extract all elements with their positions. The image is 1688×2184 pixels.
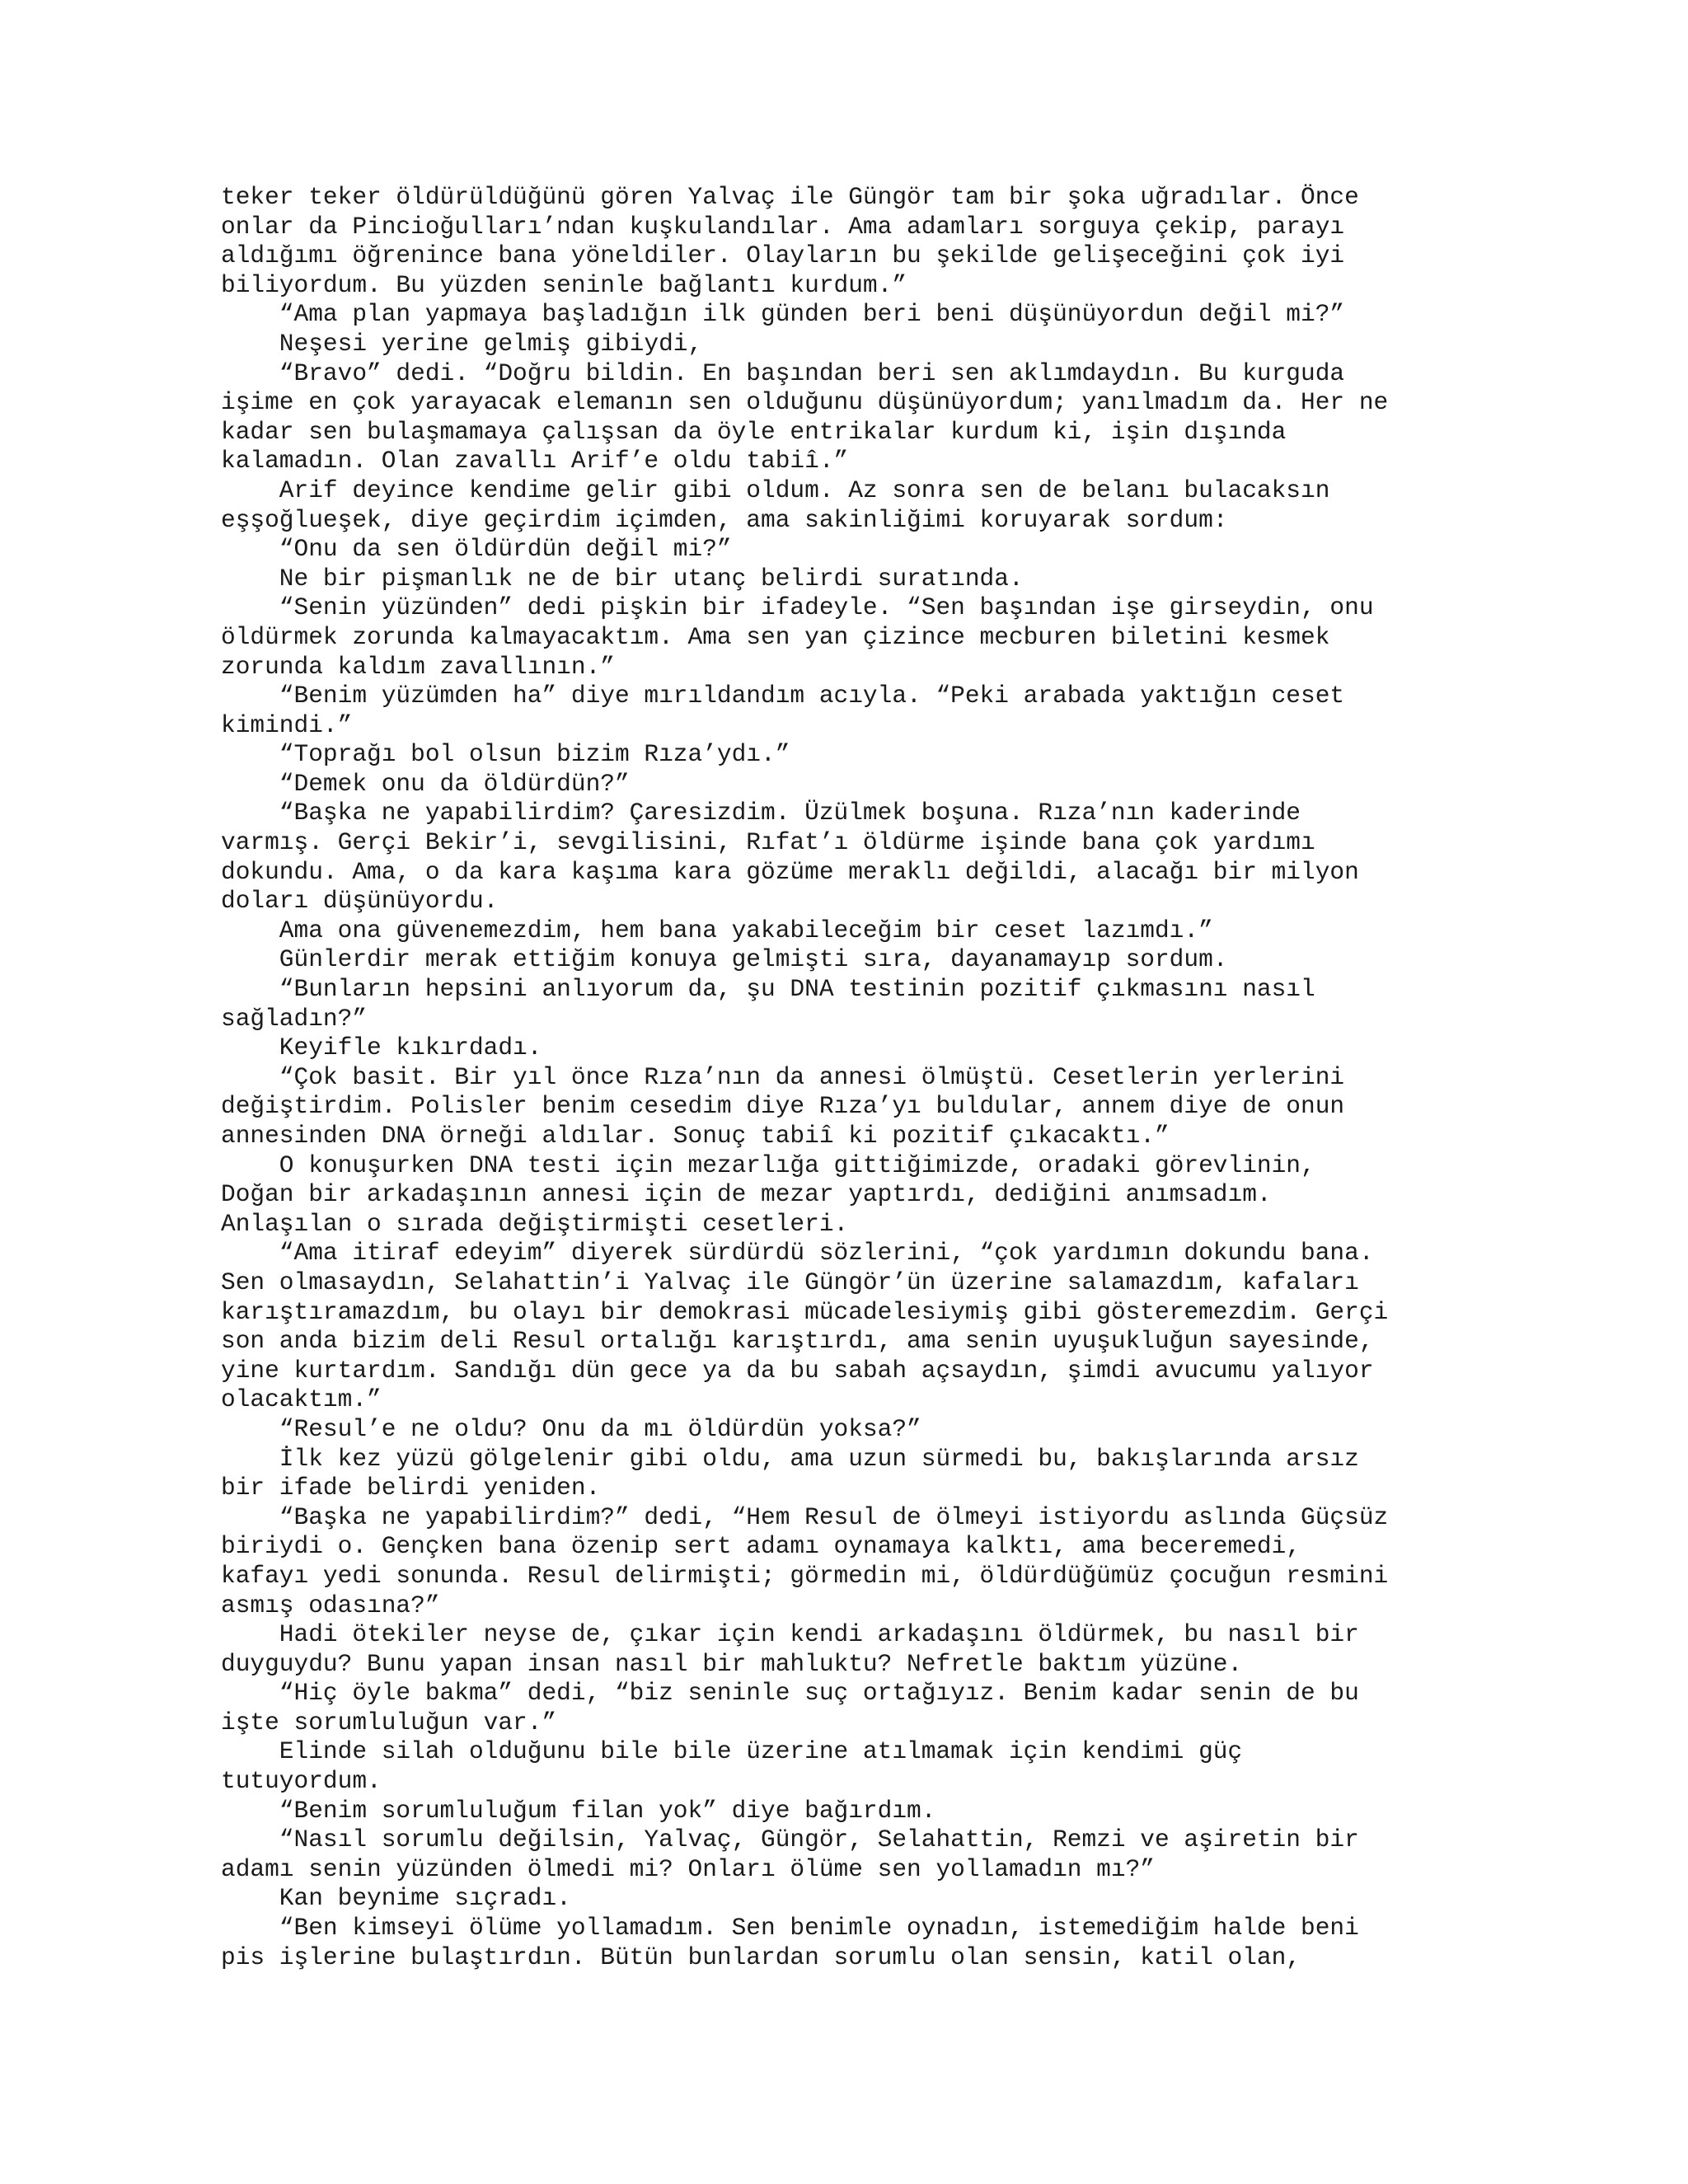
- text-line: “Başka ne yapabilirdim? Çaresizdim. Üzülmek boşuna. Rıza’nın kaderinde: [221, 799, 1301, 827]
- text-line: Ama ona güvenemezdim, hem bana yakabileceğim bir ceset lazımdı.”: [221, 916, 1213, 944]
- text-line: kimindi.”: [221, 710, 353, 739]
- text-line: karıştıramazdım, bu olayı bir demokrasi mücadelesiymiş gibi gösteremezdim. Gerçi: [221, 1297, 1389, 1326]
- text-line: asmış odasına?”: [221, 1591, 440, 1619]
- text-line: Sen olmasaydın, Selahattin’i Yalvaç ile Güngör’ün üzerine salamazdım, kafaları: [221, 1268, 1359, 1296]
- text-line: olacaktım.”: [221, 1385, 382, 1414]
- text-line: bir ifade belirdi yeniden.: [221, 1474, 601, 1502]
- text-line: tutuyordum.: [221, 1767, 382, 1796]
- text-line: O konuşurken DNA testi için mezarlığa gittiğimizde, oradaki görevlinin,: [221, 1151, 1315, 1179]
- text-line: Arif deyince kendime gelir gibi oldum. Az sonra sen de belanı bulacaksın: [221, 476, 1330, 504]
- text-line: kadar sen bulaşmamaya çalışsan da öyle entrikalar kurdum ki, işin dışında: [221, 417, 1287, 446]
- text-line: kalamadın. Olan zavallı Arif’e oldu tabiî.”: [221, 447, 849, 476]
- text-line: “Onu da sen öldürdün değil mi?”: [221, 535, 732, 564]
- text-line: annesinden DNA örneği aldılar. Sonuç tabiî ki pozitif çıkacaktı.”: [221, 1122, 1170, 1150]
- text-line: doları düşünüyordu.: [221, 887, 499, 916]
- text-line: sağladın?”: [221, 1004, 368, 1033]
- text-line: “Benim sorumluluğum filan yok” diye bağırdım.: [221, 1796, 936, 1825]
- text-line: adamı senin yüzünden ölmedi mi? Onları ölüme sen yollamadın mı?”: [221, 1854, 1155, 1883]
- text-line: biliyordum. Bu yüzden seninle bağlantı kurdum.”: [221, 270, 907, 299]
- text-line: Anlaşılan o sırada değiştirmişti cesetleri.: [221, 1209, 849, 1238]
- text-line: “Bunların hepsini anlıyorum da, şu DNA testinin pozitif çıkmasını nasıl: [221, 975, 1315, 1004]
- text-line: Ne bir pişmanlık ne de bir utanç belirdi suratında.: [221, 564, 1024, 593]
- text-line: son anda bizim deli Resul ortalığı karıştırdı, ama senin uyuşukluğun sayesinde,: [221, 1327, 1374, 1356]
- text-line: aldığımı öğrenince bana yöneldiler. Olayların bu şekilde gelişeceğini çok iyi: [221, 241, 1345, 270]
- text-line: değiştirdim. Polisler benim cesedim diye Rıza’yı buldular, annem diye de onun: [221, 1092, 1345, 1121]
- text-line: zorunda kaldım zavallının.”: [221, 652, 615, 681]
- text-line: Elinde silah olduğunu bile bile üzerine atılmamak için kendimi güç: [221, 1737, 1243, 1766]
- text-line: “Benim yüzümden ha” diye mırıldandım acıyla. “Peki arabada yaktığın ceset: [221, 682, 1345, 710]
- text-line: “Ben kimseyi ölüme yollamadım. Sen benimle oynadın, istemediğim halde beni: [221, 1914, 1359, 1943]
- text-line: Kan beynime sıçradı.: [221, 1884, 571, 1913]
- text-line: “Senin yüzünden” dedi pişkin bir ifadeyle. “Sen başından işe girseydin, onu: [221, 593, 1374, 622]
- text-line: işime en çok yarayacak elemanın sen olduğunu düşünüyordum; yanılmadım da. Her ne: [221, 388, 1389, 417]
- text-line: teker teker öldürüldüğünü gören Yalvaç ile Güngör tam bir şoka uğradılar. Önce: [221, 183, 1359, 211]
- text-line: “Çok basit. Bir yıl önce Rıza’nın da annesi ölmüştü. Cesetlerin yerlerini: [221, 1062, 1345, 1091]
- text-line: “Toprağı bol olsun bizim Rıza’ydı.”: [221, 740, 790, 769]
- text-line: duyguydu? Bunu yapan insan nasıl bir mahluktu? Nefretle baktım yüzüne.: [221, 1649, 1243, 1678]
- text-line: pis işlerine bulaştırdın. Bütün bunlardan sorumlu olan sensin, katil olan,: [221, 1943, 1301, 1971]
- document-page: [221, 183, 1540, 1972]
- text-line: “Demek onu da öldürdün?”: [221, 769, 630, 798]
- text-line: “Hiç öyle bakma” dedi, “biz seninle suç ortağıyız. Benim kadar senin de bu: [221, 1679, 1359, 1708]
- text-line: Keyifle kıkırdadı.: [221, 1033, 542, 1062]
- text-line: İlk kez yüzü gölgelenir gibi oldu, ama uzun sürmedi bu, bakışlarında arsız: [221, 1444, 1359, 1473]
- text-line: yine kurtardım. Sandığı dün gece ya da bu sabah açsaydın, şimdi avucumu yalıyor: [221, 1356, 1374, 1385]
- text-line: kafayı yedi sonunda. Resul delirmişti; görmedin mi, öldürdüğümüz çocuğun resmini: [221, 1561, 1389, 1590]
- text-line: biriydi o. Gençken bana özenip sert adamı oynamaya kalktı, ama beceremedi,: [221, 1532, 1301, 1561]
- text-line: Hadi ötekiler neyse de, çıkar için kendi arkadaşını öldürmek, bu nasıl bir: [221, 1620, 1359, 1649]
- text-line: “Bravo” dedi. “Doğru bildin. En başından beri sen aklımdaydın. Bu kurguda: [221, 359, 1345, 387]
- text-line: Neşesi yerine gelmiş gibiydi,: [221, 329, 703, 358]
- text-line: Günlerdir merak ettiğim konuya gelmişti sıra, dayanamayıp sordum.: [221, 945, 1228, 974]
- text-line: “Ama itiraf edeyim” diyerek sürdürdü sözlerini, “çok yardımın dokundu bana.: [221, 1239, 1374, 1268]
- text-line: eşşoğlueşek, diye geçirdim içimden, ama sakinliğimi koruyarak sordum:: [221, 505, 1228, 534]
- text-line: dokundu. Ama, o da kara kaşıma kara gözüme meraklı değildi, alacağı bir milyon: [221, 857, 1359, 886]
- text-line: “Nasıl sorumlu değilsin, Yalvaç, Güngör, Selahattin, Remzi ve aşiretin bir: [221, 1825, 1359, 1854]
- text-line: öldürmek zorunda kalmayacaktım. Ama sen yan çizince mecburen biletini kesmek: [221, 622, 1330, 651]
- text-line: onlar da Pincioğulları’ndan kuşkulandılar. Ama adamları sorguya çekip, parayı: [221, 212, 1345, 241]
- text-line: “Ama plan yapmaya başladığın ilk günden beri beni düşünüyordun değil mi?”: [221, 300, 1345, 329]
- text-line: varmış. Gerçi Bekir’i, sevgilisini, Rıfat’ı öldürme işinde bana çok yardımı: [221, 828, 1315, 857]
- text-line: “Başka ne yapabilirdim?” dedi, “Hem Resul de ölmeyi istiyordu aslında Güçsüz: [221, 1502, 1389, 1531]
- text-line: “Resul’e ne oldu? Onu da mı öldürdün yoksa?”: [221, 1414, 921, 1443]
- text-line: Doğan bir arkadaşının annesi için de mezar yaptırdı, dediğini anımsadım.: [221, 1180, 1272, 1209]
- text-line: işte sorumluluğun var.”: [221, 1708, 557, 1736]
